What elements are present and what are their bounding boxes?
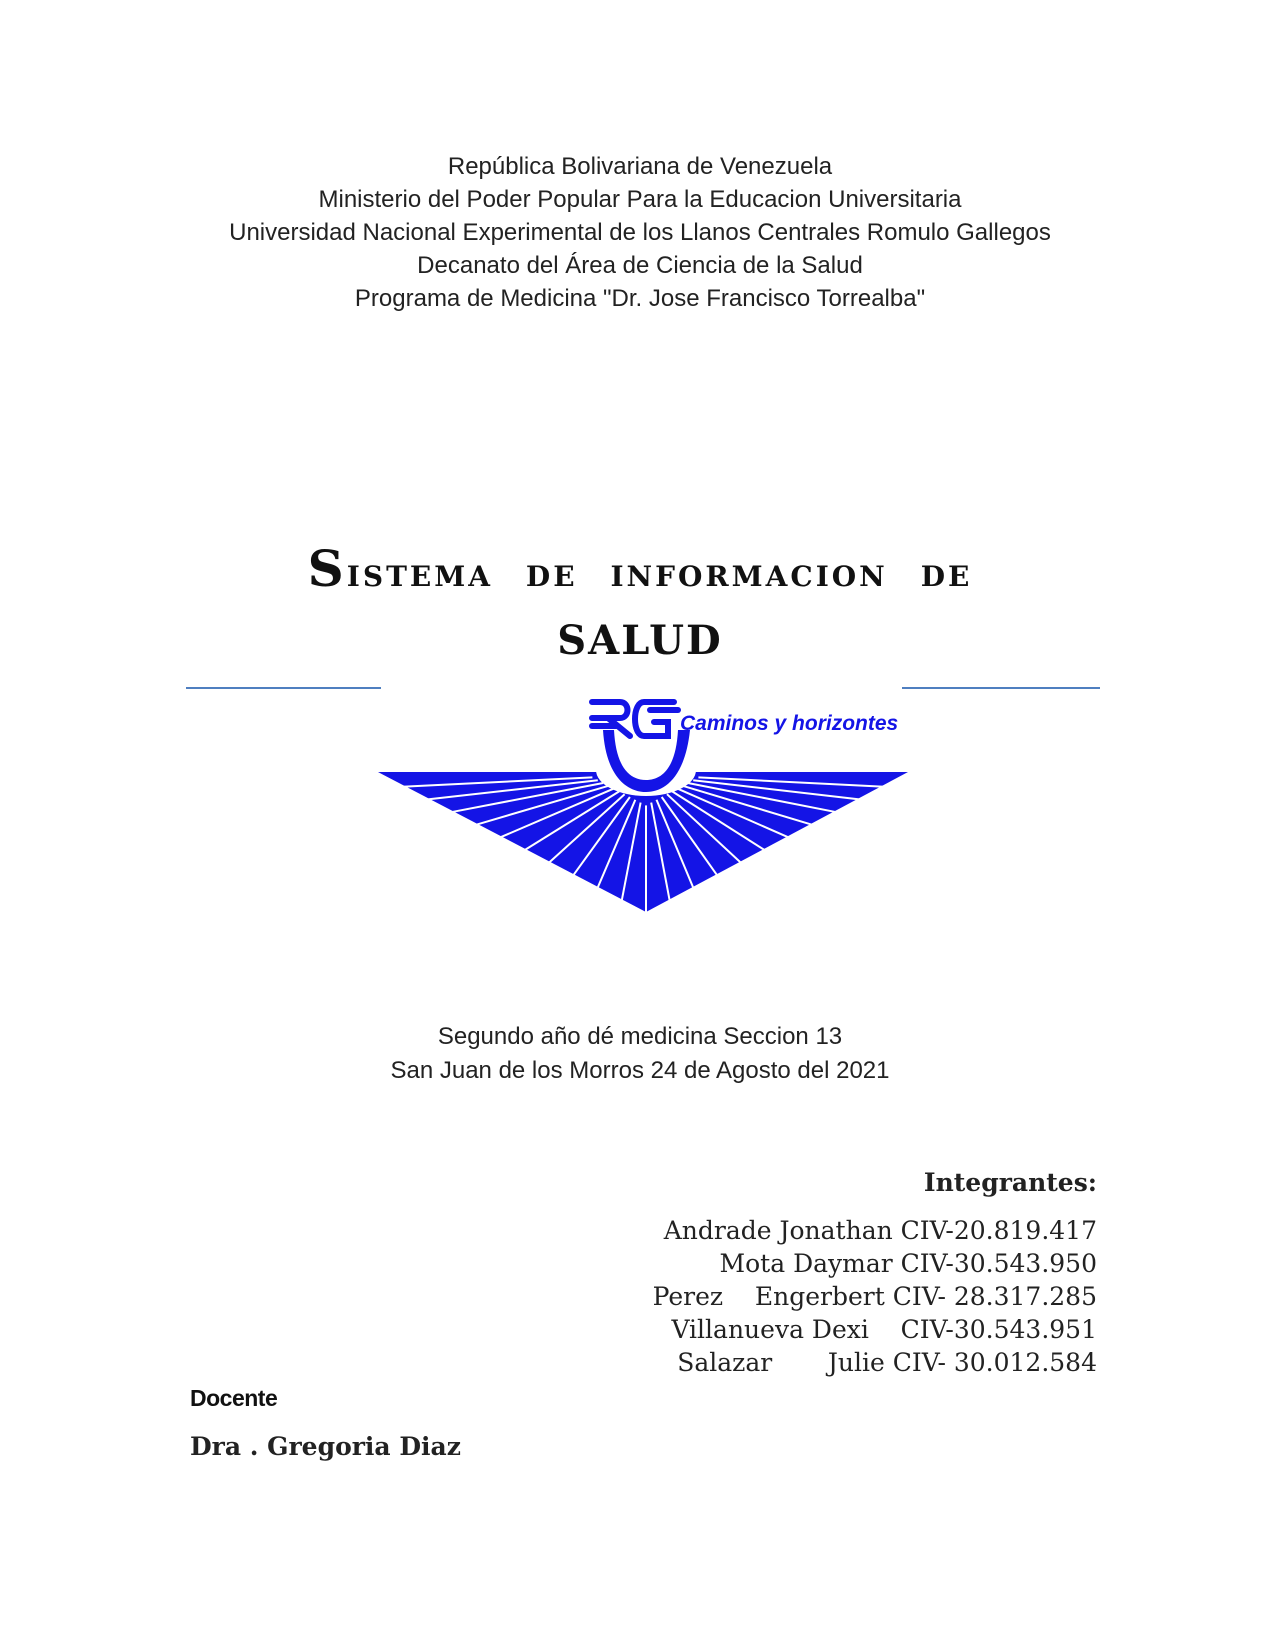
member-row: Salazar Julie CIV- 30.012.584 xyxy=(677,1348,1097,1377)
members-heading: Integrantes: xyxy=(923,1168,1097,1197)
title-line-1-rest: istema de informacion de xyxy=(346,549,973,596)
title-line-1 xyxy=(0,538,1280,604)
institution-header xyxy=(0,150,1280,315)
university-logo-icon xyxy=(378,690,908,914)
logo-slogan: Caminos y horizontes xyxy=(680,712,899,735)
teacher-label: Docente xyxy=(190,1385,278,1411)
header-line-program: Programa de Medicina "Dr. Jose Francisco Torrealba" xyxy=(354,285,926,312)
header-line-university: Universidad Nacional Experimental de los Llanos Centrales Romulo Gallegos xyxy=(229,219,1051,246)
logo-rays xyxy=(378,744,908,914)
header-line-deanery: Decanato del Área de Ciencia de la Salud xyxy=(417,252,863,279)
teacher-name: Dra . Gregoria Diaz xyxy=(190,1432,461,1461)
members-block xyxy=(653,1166,1097,1379)
member-row: Mota Daymar CIV-30.543.950 xyxy=(719,1249,1097,1278)
header-line-ministry: Ministerio del Poder Popular Para la Educacion Universitaria xyxy=(318,186,962,213)
member-row: Perez Engerbert CIV- 28.317.285 xyxy=(652,1282,1097,1311)
document-title xyxy=(0,538,1280,678)
member-row: Villanueva Dexi CIV-30.543.951 xyxy=(671,1315,1097,1344)
title-rule-left xyxy=(186,687,381,689)
place-date: San Juan de los Morros 24 de Agosto del 2021 xyxy=(390,1057,890,1084)
title-rule-right xyxy=(902,687,1100,689)
logo-graphic xyxy=(378,690,908,914)
header-line-country: República Bolivariana de Venezuela xyxy=(447,153,833,180)
title-initial: S xyxy=(307,539,347,598)
course-info xyxy=(0,1020,1280,1088)
course-section: Segundo año dé medicina Seccion 13 xyxy=(437,1023,843,1050)
title-line-2: SALUD xyxy=(557,617,723,664)
member-row: Andrade Jonathan CIV-20.819.417 xyxy=(663,1216,1097,1245)
